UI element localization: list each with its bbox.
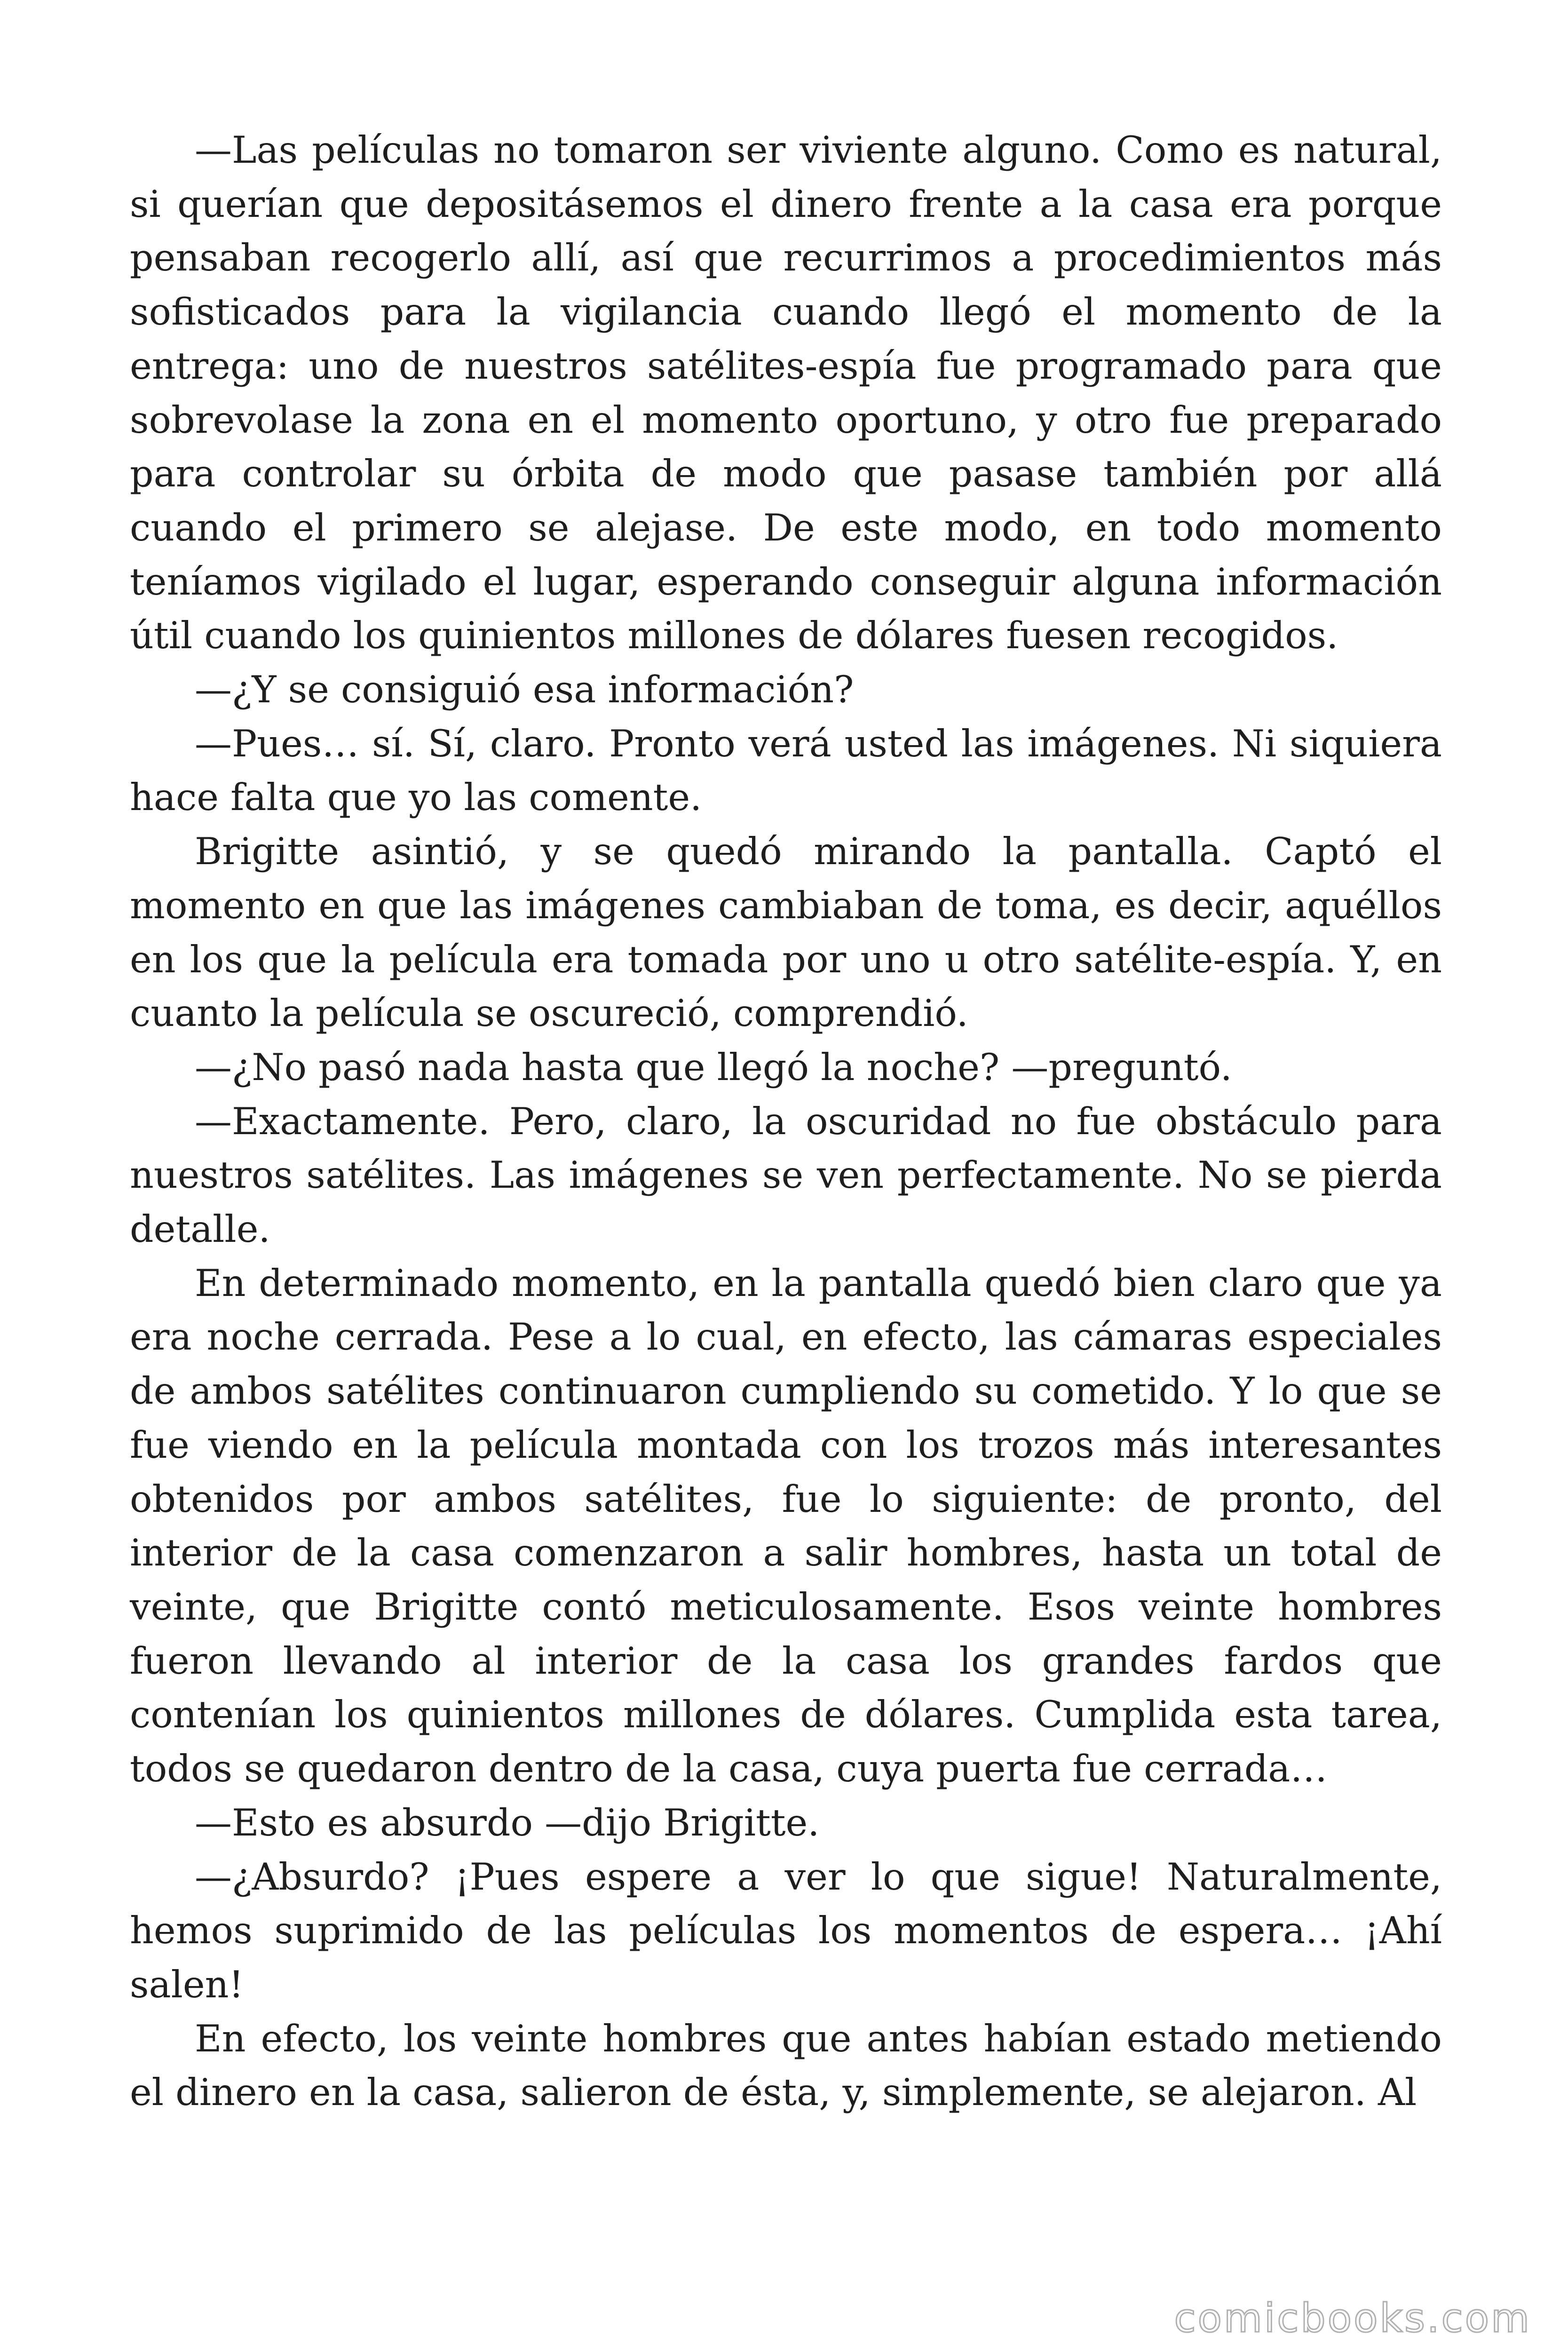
paragraph: En efecto, los veinte hombres que antes habían estado metiendo el dinero en la casa, salieron de ésta, y, simplemente, se alejaron. Al <box>130 2017 1442 2114</box>
paragraph: —¿Absurdo? ¡Pues espere a ver lo que sigue! Naturalmente, hemos suprimido de las películas los momentos de espera… ¡Ahí salen! <box>130 1855 1442 2006</box>
body-text <box>130 123 1442 2120</box>
paragraph: —Las películas no tomaron ser viviente alguno. Como es natural, si querían que depositásemos el dinero frente a la casa era porque pensaban recogerlo allí, así que recurrimos a procedimientos más sofisticados para la vigilancia cuando llegó el momento de la entrega: uno de nuestros satélites-espía fue programado para que sobrevolase la zona en el momento oportuno, y otro fue preparado para controlar su órbita de modo que pasase también por allá cuando el primero se alejase. De este modo, en todo momento teníamos vigilado el lugar, esperando conseguir alguna información útil cuando los quinientos millones de dólares fuesen recogidos. <box>130 128 1442 658</box>
watermark: comicbooks.com <box>1174 2295 1531 2341</box>
paragraph: —¿Y se consiguió esa información? <box>195 668 854 712</box>
paragraph: En determinado momento, en la pantalla quedó bien claro que ya era noche cerrada. Pese a lo cual, en efecto, las cámaras especiales de ambos satélites continuaron cumpliendo su cometido. Y lo que se fue viendo en la película montada con los trozos más interesantes obtenidos por ambos satélites, fue lo siguiente: de pronto, del interior de la casa comenzaron a salir hombres, hasta un total de veinte, que Brigitte contó meticulosamente. Esos veinte hombres fueron llevando al interior de la casa los grandes fardos que contenían los quinientos millones de dólares. Cumplida esta tarea, todos se quedaron dentro de la casa, cuya puerta fue cerrada… <box>130 1261 1442 1791</box>
paragraph: —¿No pasó nada hasta que llegó la noche? —preguntó. <box>195 1045 1232 1089</box>
paragraph: —Exactamente. Pero, claro, la oscuridad no fue obstáculo para nuestros satélites. Las imágenes se ven perfectamente. No se pierda detalle. <box>130 1099 1442 1251</box>
paragraph: —Esto es absurdo —dijo Brigitte. <box>195 1801 820 1844</box>
paragraph: Brigitte asintió, y se quedó mirando la pantalla. Captó el momento en que las imágenes cambiaban de toma, es decir, aquéllos en los que la película era tomada por uno u otro satélite-espía. Y, en cuanto la película se oscureció, comprendió. <box>130 830 1442 1035</box>
paragraph: —Pues… sí. Sí, claro. Pronto verá usted las imágenes. Ni siquiera hace falta que yo las comente. <box>130 722 1442 819</box>
